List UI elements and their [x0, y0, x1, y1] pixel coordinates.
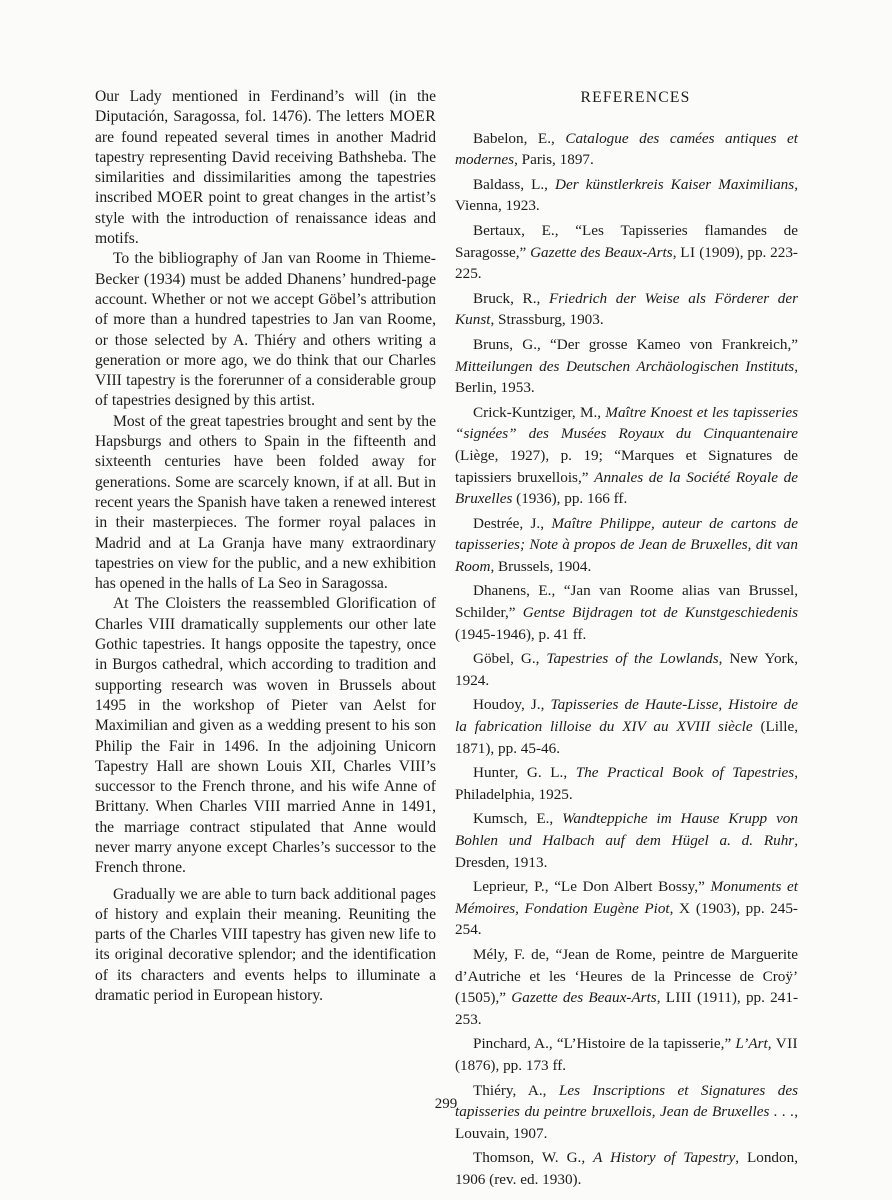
ref-title: Gazette des Beaux-Arts [530, 243, 673, 261]
ref-author: Crick-Kuntziger, M., [473, 403, 606, 421]
ref-details: , [672, 243, 681, 261]
ref-author: Bertaux, E., “Les Tapisseries flamandes de Saragosse,” [455, 221, 798, 261]
ref-title: Les Inscriptions et Signatures des tapisseries du peintre bruxellois, Jean de Bruxelles . . . [455, 1081, 798, 1121]
reference-entry [455, 580, 798, 645]
ref-author: Bruck, R., [473, 289, 549, 307]
ref-author: Destrée, J., [473, 514, 552, 532]
ref-author: Kumsch, E., [473, 810, 563, 828]
ref-title: L’Art [735, 1035, 768, 1053]
ref-details: , Strassburg, 1903. [490, 311, 604, 329]
text-run: point to great changes in the artist’s style with the introduction of renaissance ideas and motifs. [95, 189, 436, 248]
ref-details: (1936), pp. 166 ff. [512, 490, 628, 508]
ref-author: Dhanens, E., “Jan van Roome alias van Brussel, Schilder,” [455, 582, 798, 622]
ref-title: Mitteilungen des Deutschen Archäologischen Instituts [455, 357, 795, 375]
ref-details: (1909), pp. 223-225. [455, 243, 798, 283]
ref-title: A History of Tapestry [593, 1149, 736, 1167]
ref-author: Houdoy, J., [473, 696, 551, 714]
ref-author: Baldass, L., [473, 175, 556, 193]
ref-title: Maître Knoest et les tapisseries “signées” des Musées Royaux du Cinquantenaire [455, 403, 798, 443]
paragraph-1 [95, 87, 436, 249]
ref-details: (1911), pp. 241-253. [455, 989, 799, 1028]
ref-title: Wandteppiche im Hause Krupp von Bohlen und Halbach auf dem Hügel a. d. Ruhr [455, 810, 798, 849]
ref-author: Hunter, G. L., [473, 764, 576, 782]
ref-details: , [767, 1035, 776, 1053]
ref-details: , Louvain, 1907. [455, 1103, 798, 1142]
ref-author: Thiéry, A., [473, 1081, 559, 1099]
reference-entry [455, 513, 798, 578]
ref-title: Friedrich der Weise als Förderer der Kunst [455, 289, 799, 329]
ref-title: The Practical Book of Tapestries [575, 764, 795, 782]
reference-entry [455, 334, 798, 399]
ref-details: , Vienna, 1923. [455, 175, 798, 215]
ref-author: Pinchard, A., “L’Histoire de la tapisserie,” [473, 1035, 736, 1053]
ref-author: Göbel, G., [473, 650, 547, 668]
reference-entry [455, 288, 798, 331]
ref-volume: VII [775, 1035, 799, 1053]
ref-details: , Paris, 1897. [514, 151, 594, 169]
ref-details: , Dresden, 1913. [455, 832, 798, 871]
ref-details: (Liège, 1927), p. 19; “Marques et Signatures de tapissiers bruxellois,” [455, 446, 798, 486]
reference-entry [455, 128, 798, 171]
paragraph-5: Gradually we are able to turn back additional pages of history and explain their meaning. Reuniting the parts of the Charles VIII tapestry has given new life to its original decorative splendor; and the identification of its characters and events helps to illuminate a dramatic period in European history. [95, 885, 436, 1005]
reference-entry [455, 944, 798, 1030]
ref-author: Thomson, W. G., [473, 1149, 594, 1167]
reference-entry [455, 762, 798, 805]
ref-details: , Berlin, 1953. [455, 357, 798, 397]
reference-entry [455, 220, 798, 285]
inscription-moer: MOER [389, 108, 436, 126]
ref-details: , Brussels, 1904. [490, 557, 592, 575]
ref-author: Babelon, E., [473, 129, 566, 147]
ref-title: Gentse Bijdragen tot de Kunstgeschiedenis [522, 604, 798, 622]
paragraph-4: At The Cloisters the reassembled Glorification of Charles VIII dramatically supplements our other late Gothic tapestries. It hangs opposite the tapestry, once in Burgos cathedral, which according to tradition and supporting research was woven in Brussels about 1495 in the workshop of Pieter van Aelst for Maximilian and given as a wedding present to his son Philip the Fair in 1496. In the adjoining Unicorn Tapestry Hall are shown Louis XII, Charles VIII’s successor to the French throne, and his wife Anne of Brittany. When Charles VIII married Anne in 1491, the marriage contract stipulated that Anne would never marry anyone except Charles’s successor to the French throne. [95, 595, 436, 877]
ref-details: , Philadelphia, 1925. [455, 764, 798, 803]
ref-title: Maître Philippe, auteur de cartons de tapisseries; Note à propos de Jean de Bruxelles, dit van Room [455, 514, 798, 575]
ref-volume: X [678, 899, 691, 917]
ref-author: Leprieur, P., “Le Don Albert Bossy,” [473, 878, 711, 896]
inscription-moer: MOER [157, 189, 204, 207]
ref-details: , New York, 1924. [455, 650, 799, 689]
reference-entry [455, 648, 798, 691]
ref-title: Tapestries of the Lowlands [546, 650, 719, 668]
ref-author: Bruns, G., “Der grosse Kameo von Frankreich,” [473, 335, 798, 353]
ref-volume: LIII [665, 989, 692, 1007]
reference-entry [455, 1033, 798, 1076]
reference-entry [455, 174, 798, 217]
ref-title: Monuments et Mémoires, Fondation Eugène Piot [455, 878, 799, 917]
ref-title: Tapisseries de Haute-Lisse, Histoire de la fabrication lilloise du XIV au XVIII siècle [455, 696, 798, 736]
ref-title: Catalogue des camées antiques et modernes [455, 129, 798, 169]
reference-entry [455, 808, 798, 873]
ref-details: (Lille, 1871), pp. 45-46. [455, 718, 799, 757]
text-run: are found repeated several times in another Madrid tapestry representing David receiving Bathsheba. The similarities and dissimilarities among the tapestries inscribed [95, 128, 436, 207]
reference-entry [455, 402, 798, 510]
paragraph-2: To the bibliography of Jan van Roome in Thieme-Becker (1934) must be added Dhanens’ hundred-page account. Whether or not we accept Göbel’s attribution of more than a hundred tapestries to Jan van Roome, or those selected by A. Thiéry and others writing a generation or more ago, we do think that our Charles VIII tapestry is the forerunner of a considerable group of tapestries designed by this artist. [95, 250, 436, 410]
references-column [455, 87, 798, 1194]
ref-details: , London, 1906 (rev. ed. 1930). [455, 1149, 799, 1188]
body-text-column [95, 87, 436, 1006]
ref-author: Mély, F. de, “Jean de Rome, peintre de Marguerite d’Autriche et les ‘Heures de la Princesse de Croÿ’ (1505),” [455, 945, 798, 1007]
page-number: 299 [434, 1096, 458, 1112]
ref-title: Der künstlerkreis Kaiser Maximilians [555, 175, 795, 193]
ref-details: (1903), pp. 245-254. [455, 899, 798, 939]
paragraph-3: Most of the great tapestries brought and sent by the Hapsburgs and others to Spain in the fifteenth and sixteenth centuries have been folded away for generations. Some are scarcely known, if at all. But in recent years the Spanish have taken a renewed interest in their masterpieces. The former royal palaces in Madrid and at La Granja have many extraordinary tapestries on view for the public, and a new exhibition has opened in the halls of La Seo in Saragossa. [95, 412, 436, 593]
references-heading: REFERENCES [580, 89, 691, 106]
ref-title: Annales de la Société Royale de Bruxelles [455, 468, 798, 508]
ref-details: (1945-1946), p. 41 ff. [455, 625, 587, 643]
reference-entry [455, 876, 798, 941]
reference-entry [455, 694, 798, 759]
ref-volume: LI [680, 243, 696, 261]
reference-entry [455, 1147, 798, 1190]
ref-details: , [669, 899, 679, 917]
ref-details: , [656, 989, 666, 1007]
ref-title: Gazette des Beaux-Arts [511, 989, 657, 1007]
ref-details: (1876), pp. 173 ff. [455, 1056, 567, 1074]
text-run: Our Lady mentioned in Ferdinand’s will (in the Diputación, Saragossa, fol. 1476). The letters [95, 88, 436, 126]
